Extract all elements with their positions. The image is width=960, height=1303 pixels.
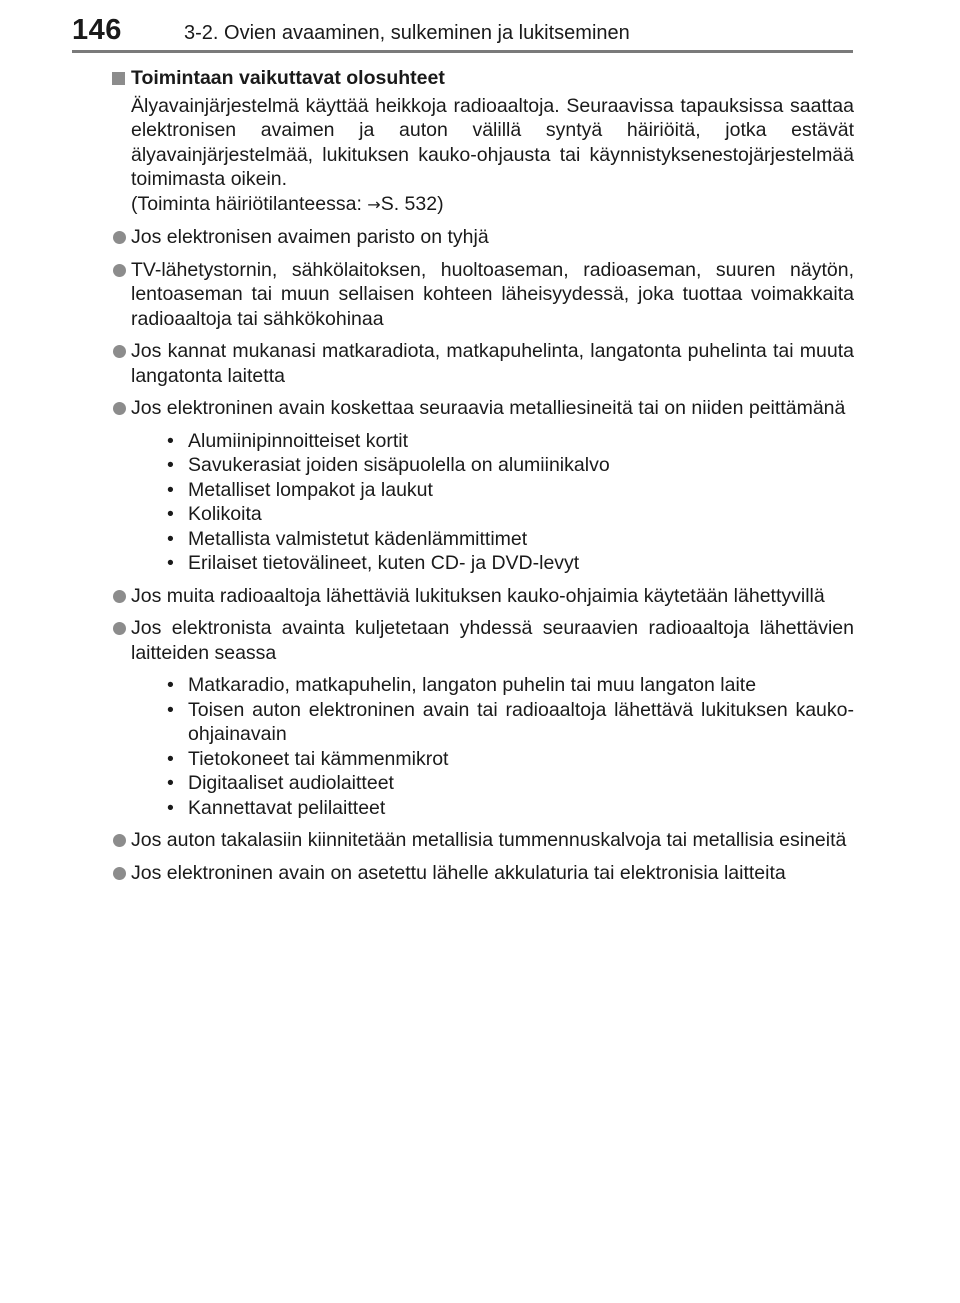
reference-prefix: (Toiminta häiriötilanteessa: bbox=[131, 192, 368, 215]
list-item bbox=[112, 258, 854, 332]
list-item-text: Jos elektroninen avain koskettaa seuraavia metalliesineitä tai on niiden peittämänä bbox=[131, 397, 846, 419]
list-item-text: Jos kannat mukanasi matkaradiota, matkapuhelinta, langatonta puhelinta tai muuta langatonta laitetta bbox=[131, 340, 854, 387]
small-bullet-icon: • bbox=[167, 552, 174, 574]
circle-bullet-icon bbox=[113, 402, 126, 415]
section-heading bbox=[112, 66, 854, 91]
small-bullet-icon: • bbox=[167, 674, 174, 696]
list-item-text: Jos muita radioaaltoja lähettäviä lukituksen kauko-ohjaimia käytetään lähettyvillä bbox=[131, 584, 825, 607]
sub-list-item bbox=[165, 478, 854, 503]
sub-list-item-text: Tietokoneet tai kämmenmikrot bbox=[188, 747, 449, 770]
sub-list-item-text: Metallista valmistetut kädenlämmittimet bbox=[188, 527, 528, 550]
sub-list-item-text: Matkaradio, matkapuhelin, langaton puhelin tai muu langaton laite bbox=[188, 674, 757, 696]
header-divider bbox=[72, 50, 853, 53]
circle-bullet-icon bbox=[113, 264, 126, 277]
small-bullet-icon: • bbox=[167, 698, 174, 721]
section-heading-text: Toimintaan vaikuttavat olosuhteet bbox=[131, 67, 445, 89]
sub-list-item-text: Toisen auton elektroninen avain tai radioaaltoja lähettävä lukituksen kauko-ohjainavain bbox=[188, 698, 854, 745]
list-item-text: TV-lähetystornin, sähkölaitoksen, huoltoaseman, radioaseman, suuren näytön, lentoaseman tai muun sellaisen kohteen läheisyydessä, joka tuottaa voimakkaita radioaaltoja tai sähkökohinaa bbox=[131, 258, 854, 330]
sub-list bbox=[131, 429, 854, 576]
reference-line bbox=[131, 192, 854, 218]
small-bullet-icon: • bbox=[167, 454, 174, 476]
page-number: 146 bbox=[72, 14, 122, 46]
intro-paragraph: Älyavainjärjestelmä käyttää heikkoja radioaaltoja. Seuraavissa tapauksissa saattaa elektronisen avaimen ja auton välillä syntyä häiriöitä, jotka estävät älyavainjärjestelmää, lukituksen kauko-ohjausta tai käynnistyksenestojärjestelmää toimimasta oikein. bbox=[131, 94, 854, 190]
circle-bullet-icon bbox=[113, 867, 126, 880]
list-item-text: Jos elektroninen avain on asetettu lähelle akkulaturia tai elektronisia laitteita bbox=[131, 861, 786, 884]
list-item-text: Jos elektronista avainta kuljetetaan yhdessä seuraavien radioaaltoja lähettävien laitteiden seassa bbox=[131, 617, 854, 664]
list-item bbox=[112, 861, 854, 886]
circle-bullet-icon bbox=[113, 231, 126, 244]
square-bullet-icon bbox=[112, 72, 125, 85]
reference-link[interactable]: S. 532) bbox=[380, 192, 444, 215]
sub-list-item bbox=[165, 698, 854, 747]
sub-list-item bbox=[165, 673, 854, 698]
sub-list-item-text: Erilaiset tietovälineet, kuten CD- ja DVD-levyt bbox=[188, 552, 580, 574]
sub-list-item bbox=[165, 771, 854, 796]
list-item bbox=[112, 616, 854, 820]
sub-list-item-text: Kolikoita bbox=[188, 503, 262, 525]
sub-list-item bbox=[165, 747, 854, 772]
arrow-right-icon: → bbox=[367, 194, 381, 214]
list-item bbox=[112, 339, 854, 388]
sub-list-item-text: Kannettavat pelilaitteet bbox=[188, 796, 386, 819]
sub-list-item bbox=[165, 796, 854, 821]
sub-list-item-text: Alumiinipinnoitteiset kortit bbox=[188, 429, 409, 452]
sub-list-item bbox=[165, 551, 854, 576]
list-item bbox=[112, 396, 854, 576]
section-intro bbox=[131, 94, 854, 218]
sub-list-item bbox=[165, 502, 854, 527]
sub-list-item bbox=[165, 527, 854, 552]
small-bullet-icon: • bbox=[167, 796, 174, 819]
sub-list-item bbox=[165, 453, 854, 478]
sub-list-item-text: Metalliset lompakot ja laukut bbox=[188, 478, 433, 501]
circle-bullet-icon bbox=[113, 345, 126, 358]
list-item-text: Jos elektronisen avaimen paristo on tyhjä bbox=[131, 226, 489, 248]
small-bullet-icon: • bbox=[167, 429, 174, 452]
chapter-title: 3-2. Ovien avaaminen, sulkeminen ja lukitseminen bbox=[184, 22, 630, 44]
sub-list-item bbox=[165, 429, 854, 454]
circle-bullet-icon bbox=[113, 834, 126, 847]
page-header bbox=[0, 0, 960, 56]
circle-bullet-icon bbox=[113, 622, 126, 635]
list-item bbox=[112, 225, 854, 250]
list-item bbox=[112, 828, 854, 853]
small-bullet-icon: • bbox=[167, 747, 174, 770]
list-item bbox=[112, 584, 854, 609]
small-bullet-icon: • bbox=[167, 527, 174, 550]
sub-list-item-text: Savukerasiat joiden sisäpuolella on alumiinikalvo bbox=[188, 454, 610, 476]
circle-bullet-icon bbox=[113, 590, 126, 603]
condition-list bbox=[112, 225, 854, 885]
small-bullet-icon: • bbox=[167, 772, 174, 794]
small-bullet-icon: • bbox=[167, 503, 174, 525]
sub-list bbox=[131, 673, 854, 820]
small-bullet-icon: • bbox=[167, 478, 174, 501]
sub-list-item-text: Digitaaliset audiolaitteet bbox=[188, 772, 394, 794]
page-content bbox=[112, 66, 854, 885]
list-item-text: Jos auton takalasiin kiinnitetään metallisia tummennuskalvoja tai metallisia esineitä bbox=[131, 829, 847, 851]
